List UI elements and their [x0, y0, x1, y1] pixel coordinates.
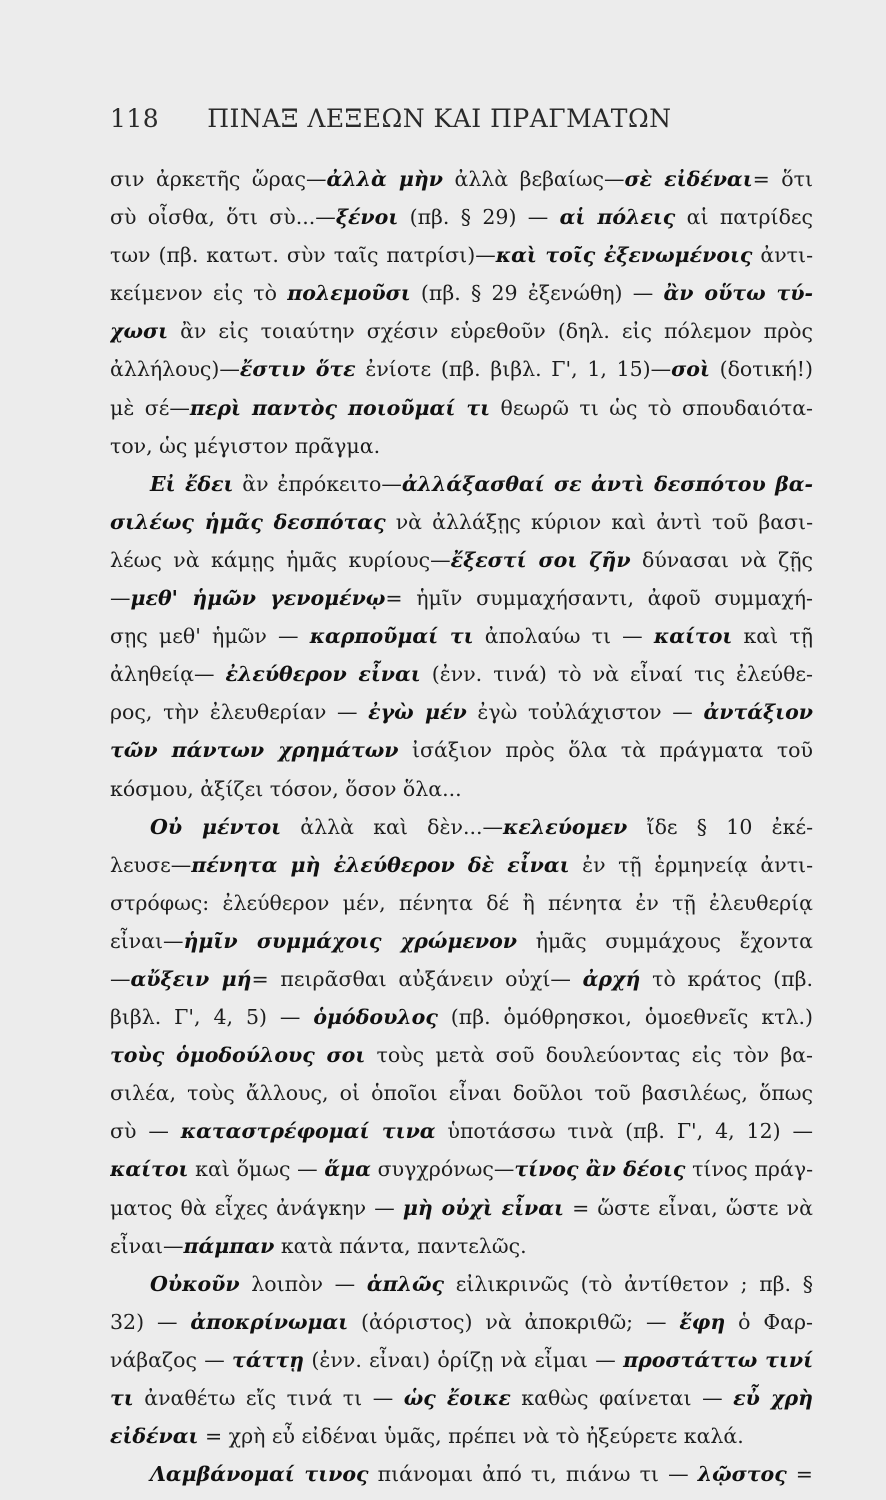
- gloss-text: ἀπολαύω τι —: [473, 624, 654, 649]
- headword: τάττῃ: [232, 1347, 305, 1372]
- headword: σοὶ: [671, 357, 710, 382]
- gloss-text: καθὼς φαίνεται —: [510, 1386, 734, 1410]
- headword: πένητα μὴ ἐλεύθερον δὲ εἶναι: [191, 852, 570, 877]
- gloss-text: (πβ. § 29 ἐξενώθη) —: [410, 281, 664, 306]
- running-title: ΠΙΝΑΞ ΛΕΞΕΩΝ ΚΑΙ ΠΡΑΓΜΑΤΩΝ: [207, 104, 672, 133]
- text-line: [110, 884, 813, 922]
- gloss-text: ἴδε § 10 ἐκέ-: [627, 814, 813, 839]
- headword: περὶ παντὸς ποιοῦμαί τι: [189, 395, 491, 420]
- headword: ἡμῖν συμμάχοις χρώμενον: [183, 928, 518, 953]
- text-line: [110, 1036, 813, 1074]
- gloss-text: τον, ὡς μέγιστον πρᾶγμα.: [110, 433, 381, 458]
- gloss-text: (ἐνν. τινά) τὸ νὰ εἶναί τις ἐλεύθε-: [420, 662, 813, 687]
- headword: αὔξειν μή: [130, 966, 252, 991]
- gloss-text: = πειρᾶσθαι αὐξάνειν οὐχί—: [251, 966, 583, 991]
- gloss-text: θεωρῶ τι ὡς τὸ σπουδαιότα-: [490, 395, 813, 420]
- page-header: [110, 104, 810, 133]
- gloss-text: ἀλλὰ καὶ δὲν...—: [281, 814, 504, 839]
- gloss-text: βιβλ. Γ', 4, 5) —: [110, 1005, 314, 1030]
- gloss-text: 32) —: [110, 1309, 191, 1334]
- text-line: [110, 1227, 813, 1265]
- text-line: [110, 960, 813, 998]
- headword: πάμπαν: [183, 1233, 275, 1258]
- text-line: [110, 770, 813, 808]
- text-line: [110, 655, 813, 693]
- text-line: [110, 198, 813, 236]
- gloss-text: σιλέα, τοὺς ἄλλους, οἱ ὁποῖοι εἶναι δοῦλοι τοῦ βασιλέως, ὅπως: [110, 1081, 813, 1106]
- gloss-text: συγχρόνως—: [370, 1157, 515, 1182]
- text-line: [110, 350, 813, 388]
- gloss-text: καὶ τῇ: [732, 624, 813, 649]
- headword: ἀλλὰ μὴν: [326, 167, 443, 191]
- gloss-text: (πβ. ὁμόθρησκοι, ὁμοεθνεῖς κτλ.): [437, 1005, 813, 1030]
- headword: ἐγὼ μέν: [368, 700, 467, 725]
- gloss-text: ἂν εἰς τοιαύτην σχέσιν εὑρεθοῦν (δηλ. εἰς πόλεμον πρὸς: [168, 319, 813, 344]
- gloss-text: (ἐνν. εἶναι) ὁρίζῃ νὰ εἶμαι —: [304, 1347, 624, 1372]
- gloss-text: ἀντι-: [752, 243, 813, 268]
- headword: πολεμοῦσι: [287, 281, 411, 306]
- text-line: [110, 541, 813, 579]
- gloss-text: ἀληθείᾳ—: [110, 662, 226, 687]
- headword: ξένοι: [335, 205, 399, 230]
- gloss-text: λέως νὰ κάμῃς ἡμᾶς κυρίους—: [110, 547, 451, 572]
- gloss-text: λευσε—: [110, 852, 192, 877]
- text-line: [110, 389, 813, 427]
- text-line: [110, 693, 813, 731]
- headword: τῶν πάντων χρημάτων: [110, 738, 399, 763]
- gloss-text: σιν ἀρκετῆς ὥρας—: [110, 167, 327, 191]
- text-line: [110, 731, 813, 769]
- text-line: [110, 1150, 813, 1188]
- headword: ἔξεστί σοι ζῆν: [450, 547, 631, 572]
- text-line: [110, 1341, 813, 1379]
- gloss-text: ἀλλὰ βεβαίως—: [443, 167, 625, 191]
- gloss-text: πιάνομαι ἀπό τι, πιάνω τι —: [368, 1462, 698, 1487]
- headword: καίτοι: [110, 1157, 189, 1182]
- gloss-text: ἂν ἐπρόκειτο—: [233, 471, 402, 496]
- headword: ἔστιν ὅτε: [239, 357, 356, 382]
- gloss-text: —: [110, 586, 131, 611]
- gloss-text: ὑποτάσσω τινὰ (πβ. Γ', 4, 12) —: [435, 1119, 813, 1144]
- headword: ἅμα: [324, 1157, 371, 1182]
- text-line: [110, 617, 813, 655]
- text-line: [110, 1303, 813, 1341]
- headword: ἀποκρίνωμαι: [190, 1309, 349, 1334]
- gloss-text: ματος θὰ εἶχες ἀνάγκην —: [110, 1195, 403, 1220]
- gloss-text: = ὥστε εἶναι, ὥστε νὰ: [563, 1195, 813, 1220]
- gloss-text: σῃς μεθ' ἡμῶν —: [110, 624, 310, 649]
- text-line: [110, 998, 813, 1036]
- text-line: [110, 579, 813, 617]
- text-line: [110, 1112, 813, 1150]
- text-line: [110, 922, 813, 960]
- gloss-text: —: [110, 966, 131, 991]
- gloss-text: ἐν τῇ ἑρμηνείᾳ ἀντι-: [569, 852, 813, 877]
- gloss-text: =: [786, 1462, 813, 1487]
- gloss-text: κόσμου, ἀξίζει τόσον, ὅσον ὅλα...: [110, 776, 462, 801]
- headword: ἐλεύθερον εἶναι: [225, 662, 421, 687]
- headword: καταστρέφομαί τινα: [180, 1119, 436, 1144]
- gloss-text: νάβαζος —: [110, 1347, 233, 1372]
- headword: μὴ οὐχὶ εἶναι: [402, 1195, 564, 1220]
- gloss-text: ἐγὼ τοὐλάχιστον —: [466, 700, 704, 725]
- text-line: [110, 846, 813, 884]
- gloss-text: τίνος πράγ-: [685, 1157, 813, 1182]
- text-line: [110, 1455, 813, 1493]
- headword: Οὐ μέντοι: [150, 814, 282, 839]
- text-line: [110, 1379, 813, 1417]
- gloss-text: εἰλικρινῶς (τὸ ἀντίθετον ; πβ. §: [444, 1271, 813, 1296]
- headword: ἂν οὕτω τύ-: [663, 281, 813, 306]
- headword: Εἰ ἔδει: [150, 471, 234, 496]
- headword: αἱ πόλεις: [559, 205, 676, 230]
- headword: σὲ εἰδέναι: [624, 167, 753, 191]
- gloss-text: κατὰ πάντα, παντελῶς.: [274, 1233, 527, 1258]
- text-line: [110, 160, 813, 198]
- headword: ἁπλῶς: [366, 1271, 445, 1296]
- headword: ἀρχή: [582, 966, 641, 991]
- headword: λῷστος: [697, 1462, 787, 1487]
- gloss-text: ἐνίοτε (πβ. βιβλ. Γ', 1, 15)—: [355, 357, 672, 382]
- headword: καρποῦμαί τι: [309, 624, 474, 649]
- text-line: [110, 236, 813, 274]
- gloss-text: (δοτική!): [709, 357, 813, 382]
- text-line: [110, 1417, 813, 1455]
- gloss-text: (ἀόριστος) νὰ ἀποκριθῶ; —: [348, 1309, 680, 1334]
- gloss-text: νὰ ἀλλάξῃς κύριον καὶ ἀντὶ τοῦ βασι-: [385, 509, 813, 534]
- text-line: [110, 1189, 813, 1227]
- headword: εὖ χρὴ: [733, 1386, 813, 1410]
- headword: τι: [110, 1386, 134, 1410]
- text-line: [110, 503, 813, 541]
- text-line: [110, 808, 813, 846]
- headword: ἀντάξιον: [703, 700, 813, 725]
- gloss-text: τοὺς μετὰ σοῦ δουλεύοντας εἰς τὸν βα-: [365, 1043, 813, 1068]
- headword: προστάττω τινί: [623, 1347, 813, 1372]
- headword: μεθ' ἡμῶν γενομένῳ: [130, 586, 386, 611]
- headword: σιλέως ἡμᾶς δεσπότας: [110, 509, 386, 534]
- headword: Λαμβάνομαί τινος: [150, 1462, 369, 1487]
- headword: ὁμόδουλος: [313, 1005, 438, 1030]
- gloss-text: = χρὴ εὖ εἰδέναι ὑμᾶς, πρέπει νὰ τὸ ἠξεύρετε καλά.: [198, 1424, 744, 1449]
- text-line: [110, 274, 813, 312]
- headword: Οὐκοῦν: [150, 1271, 240, 1296]
- gloss-text: ρος, τὴν ἐλευθερίαν —: [110, 700, 369, 725]
- gloss-text: ἰσάξιον πρὸς ὅλα τὰ πράγματα τοῦ: [398, 738, 813, 763]
- gloss-text: ὁ Φαρ-: [725, 1309, 813, 1334]
- headword: καὶ τοῖς ἐξενωμένοις: [495, 243, 753, 268]
- gloss-text: = ὅτι: [752, 167, 813, 191]
- text-line: [110, 465, 813, 503]
- headword: εἰδέναι: [110, 1424, 199, 1449]
- gloss-text: (πβ. § 29) —: [398, 205, 560, 230]
- headword: καίτοι: [653, 624, 733, 649]
- headword: ἔφη: [679, 1309, 726, 1334]
- headword: κελεύομεν: [503, 814, 628, 839]
- page-number: 118: [110, 104, 160, 133]
- gloss-text: τὸ κράτος (πβ.: [640, 966, 813, 991]
- gloss-text: ἀλλήλους)—: [110, 357, 240, 382]
- headword: τίνος ἂν δέοις: [514, 1157, 686, 1182]
- gloss-text: εἶναι—: [110, 1233, 184, 1258]
- headword: ἀλλάξασθαί σε ἀντὶ δεσπότου βα-: [401, 471, 813, 496]
- gloss-text: κείμενον εἰς τὸ: [110, 281, 288, 306]
- gloss-text: καὶ ὅμως —: [188, 1157, 325, 1182]
- glossary-text: [110, 160, 813, 1493]
- gloss-text: ἡμᾶς συμμάχους ἔχοντα: [517, 928, 813, 953]
- gloss-text: στρόφως: ἐλεύθερον μέν, πένητα δέ ἢ πένητα ἐν τῇ ἐλευθερίᾳ: [110, 890, 813, 915]
- gloss-text: ἀναθέτω εἴς τινά τι —: [133, 1386, 404, 1410]
- gloss-text: εἶναι—: [110, 928, 184, 953]
- headword: ὡς ἔοικε: [403, 1386, 511, 1410]
- text-line: [110, 427, 813, 465]
- text-line: [110, 1265, 813, 1303]
- headword: τοὺς ὁμοδούλους σοι: [110, 1043, 366, 1068]
- gloss-text: = ἡμῖν συμμαχήσαντι, ἀφοῦ συμμαχή-: [385, 586, 813, 611]
- gloss-text: δύνασαι νὰ ζῇς: [630, 547, 813, 572]
- gloss-text: αἱ πατρίδες: [675, 205, 813, 230]
- gloss-text: λοιπὸν —: [239, 1271, 367, 1296]
- text-line: [110, 312, 813, 350]
- gloss-text: σὺ οἶσθα, ὅτι σὺ...—: [110, 205, 336, 230]
- text-line: [110, 1074, 813, 1112]
- gloss-text: σὺ —: [110, 1119, 181, 1144]
- gloss-text: των (πβ. κατωτ. σὺν ταῖς πατρίσι)—: [110, 243, 496, 268]
- gloss-text: μὲ σέ—: [110, 395, 190, 420]
- headword: χωσι: [110, 319, 169, 344]
